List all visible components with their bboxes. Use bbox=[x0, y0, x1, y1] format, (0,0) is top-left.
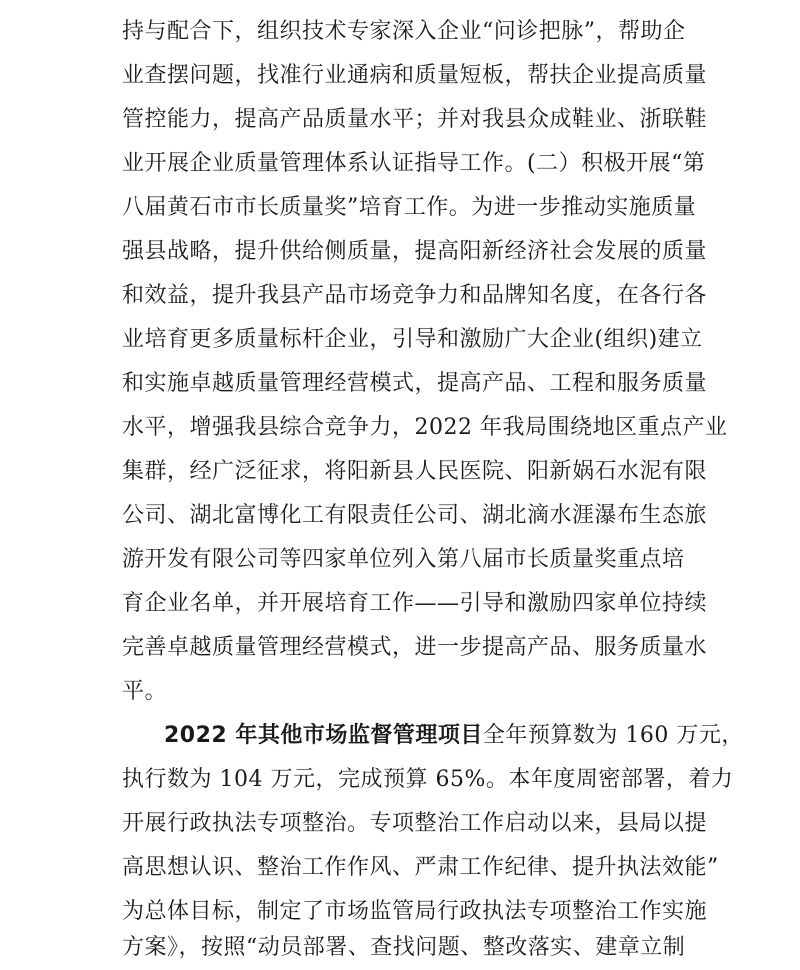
paragraph-1-line-3: 管控能力，提高产品质量水平；并对我县众成鞋业、浙联鞋 bbox=[122, 107, 708, 132]
paragraph-2-line-4: 高思想认识、整治工作作风、严肃工作纪律、提升执法效能” bbox=[122, 855, 719, 880]
paragraph-2-line-5: 为总体目标，制定了市场监管局行政执法专项整治工作实施 bbox=[122, 899, 708, 924]
paragraph-1-line-12: 公司、湖北富博化工有限责任公司、湖北滴水涯瀑布生态旅 bbox=[122, 503, 708, 528]
paragraph-2-line-3: 开展行政执法专项整治。专项整治工作启动以来，县局以提 bbox=[122, 811, 708, 836]
paragraph-1-line-14: 育企业名单，并开展培育工作——引导和激励四家单位持续 bbox=[122, 591, 708, 616]
paragraph-1-line-16: 平。 bbox=[122, 679, 168, 704]
paragraph-1-line-11: 集群，经广泛征求，将阳新县人民医院、阳新娲石水泥有限 bbox=[122, 459, 708, 484]
paragraph-1-line-15: 完善卓越质量管理经营模式，进一步提高产品、服务质量水 bbox=[122, 635, 708, 660]
paragraph-1-line-8: 业培育更多质量标杆企业，引导和激励广大企业(组织)建立 bbox=[122, 327, 703, 352]
paragraph-1-line-6: 强县战略，提升供给侧质量，提高阳新经济社会发展的质量 bbox=[122, 239, 708, 264]
paragraph-2-heading: 2022 年其他市场监督管理项目 bbox=[164, 723, 483, 748]
paragraph-1-line-4: 业开展企业质量管理体系认证指导工作。(二）积极开展“第 bbox=[122, 151, 706, 176]
paragraph-2-line-1 bbox=[164, 716, 744, 756]
paragraph-1-line-13: 游开发有限公司等四家单位列入第八届市长质量奖重点培 bbox=[122, 547, 685, 572]
paragraph-1-line-10: 水平，增强我县综合竞争力，2022 年我局围绕地区重点产业 bbox=[122, 415, 728, 440]
paragraph-1-line-2: 业查摆问题，找准行业通病和质量短板，帮扶企业提高质量 bbox=[122, 63, 708, 88]
paragraph-1-line-7: 和效益，提升我县产品市场竞争力和品牌知名度，在各行各 bbox=[122, 283, 708, 308]
paragraph-1-line-1: 持与配合下，组织技术专家深入企业“问诊把脉”，帮助企 bbox=[122, 19, 686, 44]
paragraph-2-line-6: 方案》，按照“动员部署、查找问题、整改落实、建章立制 bbox=[122, 935, 686, 960]
paragraph-1-line-5: 八届黄石市市长质量奖”培育工作。为进一步推动实施质量 bbox=[122, 195, 697, 220]
paragraph-2-line-2: 执行数为 104 万元，完成预算 65%。本年度周密部署，着力 bbox=[122, 767, 734, 792]
paragraph-1-line-9: 和实施卓越质量管理经营模式，提高产品、工程和服务质量 bbox=[122, 371, 708, 396]
paragraph-2-line-1-rest: 全年预算数为 160 万元， bbox=[482, 723, 744, 748]
